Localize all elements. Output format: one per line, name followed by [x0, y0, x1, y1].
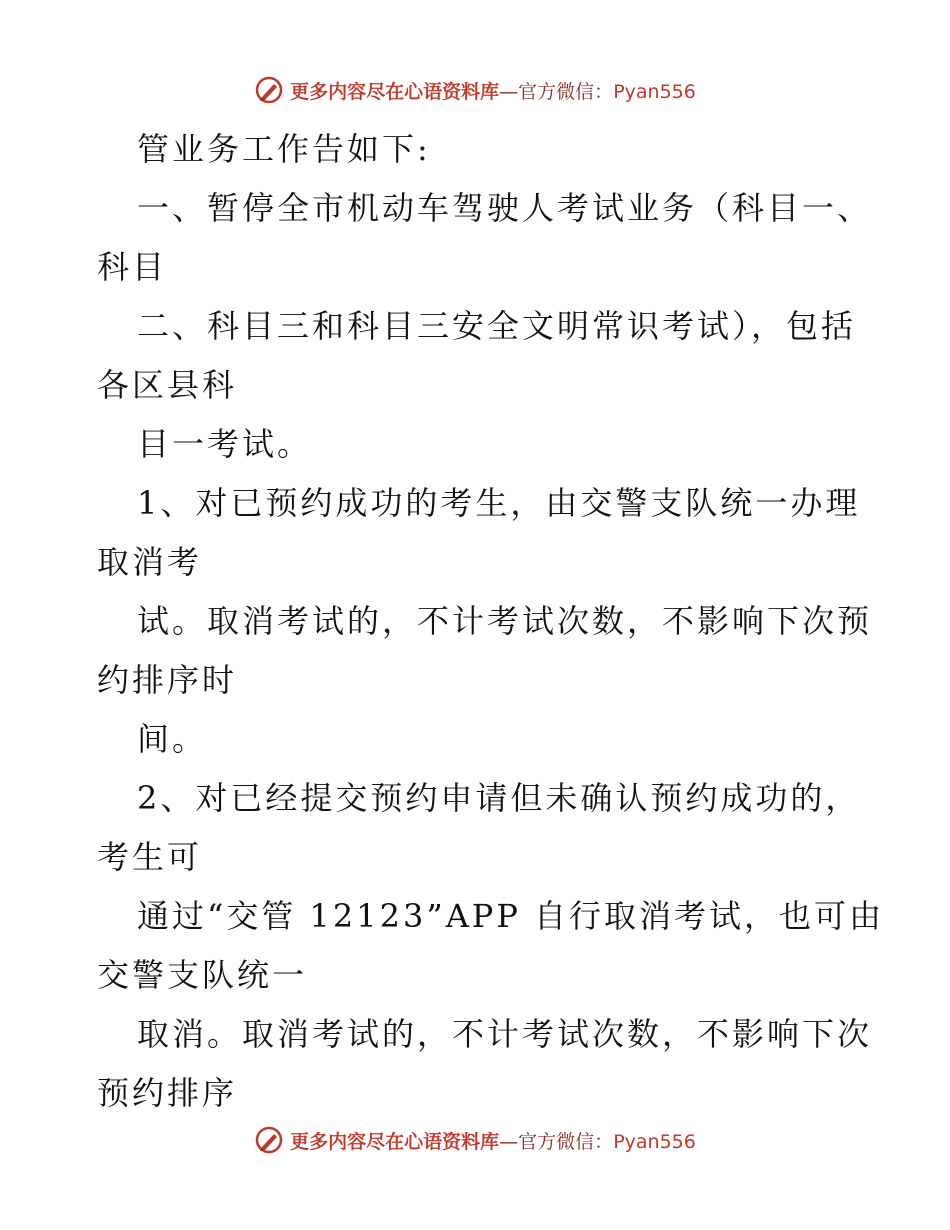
text-line: 取消考	[97, 543, 203, 581]
footer-banner-id: Pyan556	[613, 1130, 696, 1153]
text-line: 通过“交管 12123”APP 自行取消考试，也可由	[137, 897, 885, 935]
text-line: 间。	[137, 720, 208, 758]
text-line: 试。取消考试的，不计考试次数，不影响下次预	[137, 602, 873, 640]
text-line: 考生可	[97, 838, 203, 876]
text-line: 交警支队统一	[97, 956, 308, 994]
header-watermark-banner	[0, 72, 950, 108]
pen-logo-icon	[254, 75, 284, 105]
text-line: 管业务工作告如下:	[137, 130, 431, 168]
footer-watermark-banner	[0, 1122, 950, 1158]
text-line: 取消。取消考试的，不计考试次数，不影响下次	[137, 1015, 873, 1053]
footer-banner-sub: —官方微信：	[499, 1130, 614, 1153]
text-line: 预约排序	[97, 1074, 238, 1112]
footer-banner-main: 更多内容尽在心语资料库	[290, 1130, 500, 1153]
text-line: 各区县科	[97, 366, 238, 404]
text-line: 约排序时	[97, 661, 238, 699]
text-line: 二、科目三和科目三安全文明常识考试），包括	[137, 307, 857, 345]
header-banner-sub: —官方微信：	[499, 80, 614, 103]
header-banner-text	[290, 77, 696, 104]
footer-banner-text	[290, 1127, 696, 1154]
pen-logo-icon	[254, 1125, 284, 1155]
text-line: 2、对已经提交预约申请但未确认预约成功的，	[137, 779, 861, 817]
text-line: 一、暂停全市机动车驾驶人考试业务（科目一、	[137, 189, 873, 227]
header-banner-main: 更多内容尽在心语资料库	[290, 80, 500, 103]
text-line: 目一考试。	[137, 425, 313, 463]
header-banner-id: Pyan556	[613, 80, 696, 103]
document-body	[97, 120, 885, 1123]
text-line: 科目	[97, 248, 168, 286]
text-line: 1、对已预约成功的考生，由交警支队统一办理	[137, 484, 861, 522]
